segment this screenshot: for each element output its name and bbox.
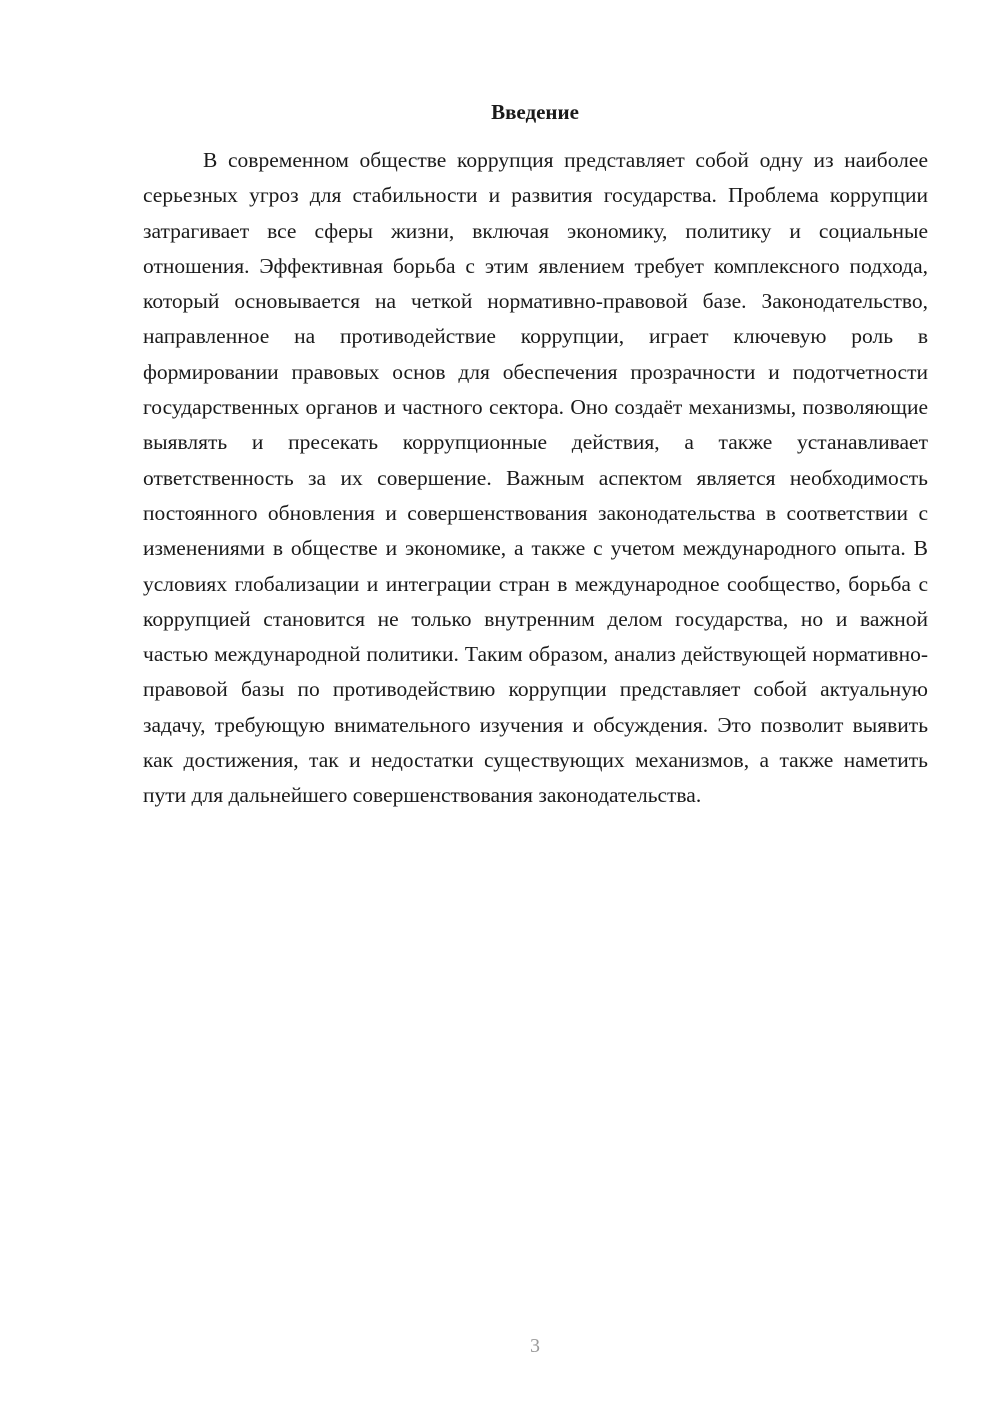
section-title: Введение <box>491 100 579 124</box>
page-number: 3 <box>530 1335 540 1357</box>
introduction-paragraph: В современном обществе коррупция представляет собой одну из наиболее серьезных угроз для стабильности и развития государства. Проблема коррупции затрагивает все сферы жизни, включая экономику, политику и социальные отношения. Эффективная борьба с этим явлением требует комплексного подхода, который основывается на четкой нормативно-правовой базе. Законодательство, направленное на противодействие коррупции, играет ключевую роль в формировании правовых основ для обеспечения прозрачности и подотчетности государственных органов и частного сектора. Оно создаёт механизмы, позволяющие выявлять и пресекать коррупционные действия, а также устанавливает ответственность за их совершение. Важным аспектом является необходимость постоянного обновления и совершенствования законодательства в соответствии с изменениями в обществе и экономике, а также с учетом международного опыта. В условиях глобализации и интеграции стран в международное сообщество, борьба с коррупцией становится не только внутренним делом государства, но и важной частью международной политики. Таким образом, анализ действующей нормативно-правовой базы по противодействию коррупции представляет собой актуальную задачу, требующую внимательного изучения и обсуждения. Это позволит выявить как достижения, так и недостатки существующих механизмов, а также наметить пути для дальнейшего совершенствования законодательства. <box>143 148 928 808</box>
